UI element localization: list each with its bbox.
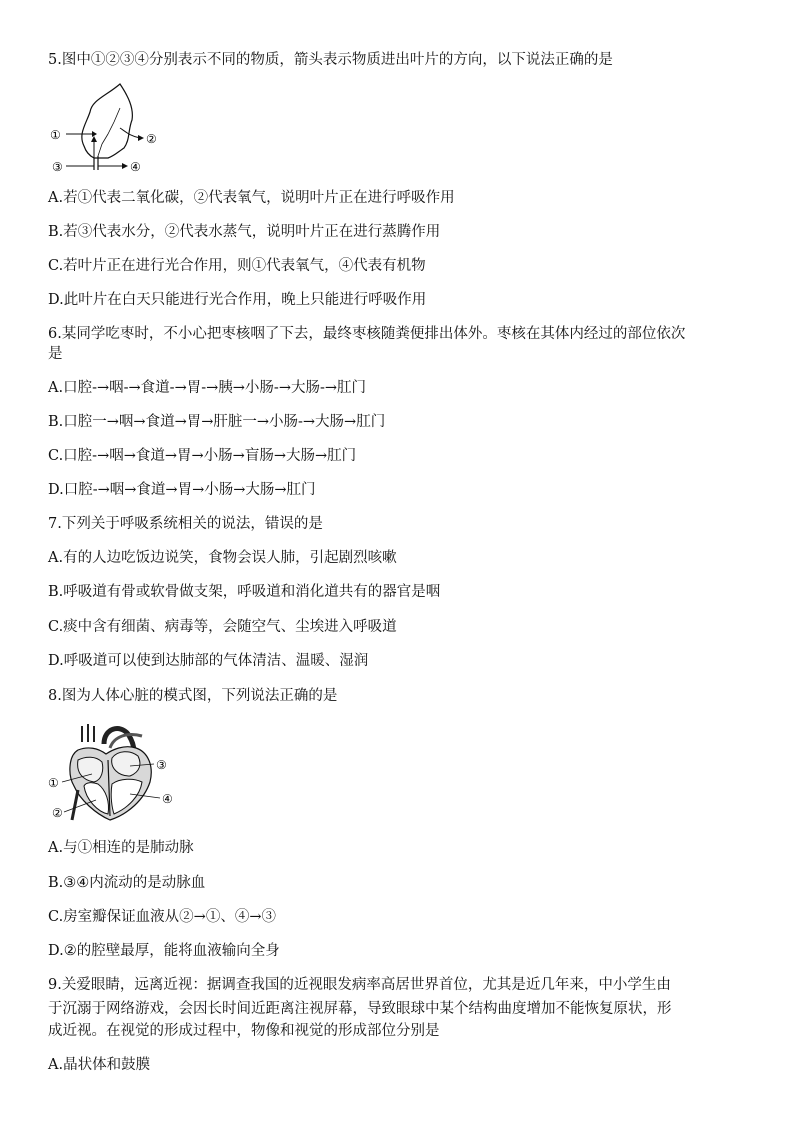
q5-option-c: C.若叶片正在进行光合作用，则①代表氧气，④代表有机物: [48, 258, 426, 274]
q8-stem: 8.图为人体心脏的模式图，下列说法正确的是: [48, 688, 338, 704]
q5-option-b: B.若③代表水分，②代表水蒸气，说明叶片正在进行蒸腾作用: [48, 224, 441, 240]
q5-option-d: D.此叶片在白天只能进行光合作用，晚上只能进行呼吸作用: [48, 292, 427, 308]
q8-option-c: C.房室瓣保证血液从②→①、④→③: [48, 909, 276, 925]
label-1: ①: [48, 776, 59, 790]
q5-stem: 5.图中①②③④分别表示不同的物质，箭头表示物质进出叶片的方向，以下说法正确的是: [48, 52, 613, 68]
q5-option-a: A.若①代表二氧化碳，②代表氧气，说明叶片正在进行呼吸作用: [48, 190, 455, 206]
label-1: ①: [50, 128, 61, 142]
label-2: ②: [146, 132, 157, 146]
q9-stem-line2: 于沉溺于网络游戏，会因长时间近距离注视屏幕，导致眼球中某个结构曲度增加不能恢复原状，形: [48, 1001, 672, 1017]
q9-option-a: A.晶状体和鼓膜: [48, 1057, 151, 1073]
q7-option-b: B.呼吸道有骨或软骨做支架，呼吸道和消化道共有的器官是咽: [48, 584, 441, 600]
q6-option-d: D.口腔-→咽→食道→胃→小肠→大肠→肛门: [48, 482, 316, 498]
q7-option-a: A.有的人边吃饭边说笑，食物会误人肺，引起剧烈咳嗽: [48, 550, 397, 566]
label-3: ③: [156, 758, 167, 772]
leaf-outline: [82, 84, 133, 158]
q6-option-b: B.口腔一→咽→食道→胃→肝脏一→小肠-→大肠→肛门: [48, 414, 386, 430]
q9-stem-line1: 9.关爱眼睛，远离近视：据调查我国的近视眼发病率高居世界首位，尤其是近几年来，中小学生由: [48, 977, 671, 993]
q6-option-c: C.口腔-→咽→食道→胃→小肠→盲肠→大肠→肛门: [48, 448, 357, 464]
heart-diagram: [48, 720, 188, 830]
label-3: ③: [52, 160, 63, 174]
label-4: ④: [162, 792, 173, 806]
q7-option-d: D.呼吸道可以使到达肺部的气体清洁、温暖、湿润: [48, 653, 369, 669]
q6-stem-line1: 6.某同学吃枣时，不小心把枣核咽了下去，最终枣核随粪便排出体外。枣核在其体内经过的部位依次: [48, 326, 686, 342]
q9-stem-line3: 成近视。在视觉的形成过程中，物像和视觉的形成部位分别是: [48, 1023, 440, 1039]
q7-option-c: C.痰中含有细菌、病毒等，会随空气、尘埃进入呼吸道: [48, 619, 397, 635]
q8-option-b: B.③④内流动的是动脉血: [48, 875, 206, 891]
q8-option-d: D.②的腔壁最厚，能将血液输向全身: [48, 943, 280, 959]
leaf-diagram: [48, 78, 168, 178]
q8-option-a: A.与①相连的是肺动脉: [48, 840, 194, 856]
q7-stem: 7.下列关于呼吸系统相关的说法，错误的是: [48, 516, 323, 532]
label-2: ②: [52, 806, 63, 820]
label-4: ④: [130, 160, 141, 174]
q6-option-a: A.口腔-→咽-→食道-→胃-→胰→小肠-→大肠-→肛门: [48, 380, 367, 396]
q6-stem-line2: 是: [48, 346, 63, 362]
